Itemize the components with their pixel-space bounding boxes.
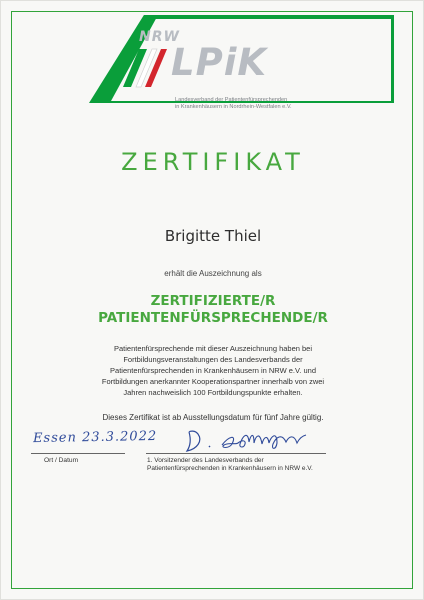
chairman-line-1: 1. Vorsitzender des Landesverbands der xyxy=(147,457,264,464)
nrw-logo-text: NRW xyxy=(139,29,180,45)
certificate-title: ZERTIFIKAT xyxy=(121,148,305,176)
recipient-name: Brigitte Thiel xyxy=(164,227,262,245)
place-date-line xyxy=(31,453,125,454)
signature-line xyxy=(146,453,326,454)
lpik-logo-text: LPiK xyxy=(171,41,268,84)
chairman-caption xyxy=(147,457,337,473)
description-line-5: Jahren nachweislich 100 Fortbildungspunkte erhalten. xyxy=(123,388,303,397)
handwritten-place-date: Essen 23.3.2022 xyxy=(32,428,158,447)
award-title xyxy=(1,293,424,327)
organization-line-1: Landesverband der Patientenfürsprechenden xyxy=(175,97,288,103)
award-line-2: PATIENTENFÜRSPRECHENDE/R xyxy=(98,310,328,326)
description-line-2: Fortbildungsveranstaltungen des Landesverbands der xyxy=(123,355,303,364)
nrw-flag-stripes-icon xyxy=(123,47,167,89)
description-line-3: Patientenfürsprechenden in Krankenhäusern in NRW e.V. und xyxy=(110,366,316,375)
chairman-line-2: Patientenfürsprechenden in Krankenhäusern in NRW e.V. xyxy=(147,465,313,472)
organization-name xyxy=(175,97,335,111)
organization-line-2: in Krankenhäusern in Nordrhein-Westfalen e.V. xyxy=(175,104,292,110)
validity-statement: Dieses Zertifikat ist ab Ausstellungsdatum für fünf Jahre gültig. xyxy=(102,413,324,422)
description-line-1: Patientenfürsprechende mit dieser Auszeichnung haben bei xyxy=(113,344,313,353)
award-line-1: ZERTIFIZIERTE/R xyxy=(150,293,276,309)
place-date-label: Ort / Datum xyxy=(44,457,79,464)
handwritten-signature xyxy=(182,424,310,455)
award-intro: erhält die Auszeichnung als xyxy=(164,269,262,278)
certificate-description xyxy=(43,343,383,398)
description-line-4: Fortbildungen anerkannter Kooperationspartner innerhalb von zwei xyxy=(101,377,325,386)
